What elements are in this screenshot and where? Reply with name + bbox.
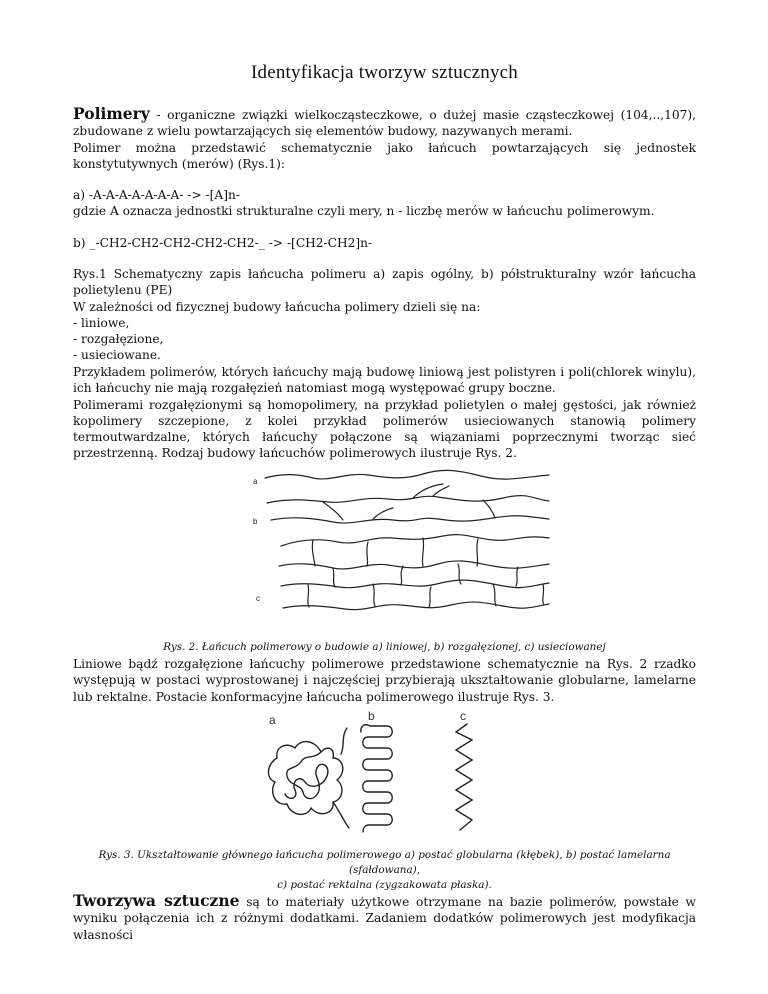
figure-3-caption-line1: Rys. 3. Ukształtowanie głównego łańcucha polimerowego a) postać globularna (kłębek), b) postać lamelarna (sfałdowana),	[98, 849, 671, 876]
list-item: - usieciowane.	[73, 348, 161, 363]
chain-branched-main	[267, 496, 549, 503]
schematic-intro: Polimer można przedstawić schematycznie jako łańcuch powtarzających się jednostek konstytutywnych (merów) (Rys.1):	[73, 140, 696, 171]
conformation-paragraph: Liniowe bądź rozgałęzione łańcuchy polimerowe przedstawione schematycznie na Rys. 2 rzadko występują w postaci wyprostowanej i najczęściej przybierają ukształtowanie globularne, lamelarne lub rektalne. Postacie konformacyjne łańcucha polimerowego ilustruje Rys. 3.	[73, 657, 696, 704]
definition-text: - organiczne związki wielkocząsteczkowe, o dużej masie cząsteczkowej (104,..,107), zbudowane z wielu powtarzających się elementów budowy, nazywanych merami.	[73, 108, 696, 139]
examples-branched: Polimerami rozgałęzionymi są homopolimery, na przykład polietylen o małej gęstości, jak również kopolimery szczepione, z kolei przykład polimerów usieciowanych stanowią polimery termoutwardzalne, których łańcuchy połączone są wiązaniami poprzecznymi tworząc sieć przestrzenną. Rodzaj budowy łańcuchów polimerowych ilustruje Rys. 2.	[73, 397, 696, 461]
fig3-label-c: c	[460, 710, 466, 723]
zigzag-planar	[456, 724, 472, 830]
lamellar-folded	[361, 725, 392, 832]
figure-2-chains	[253, 466, 553, 638]
term-tworzywa-sztuczne: Tworzywa sztuczne	[73, 891, 240, 910]
figure-2-caption: Rys. 2. Łańcuch polimerowy o budowie a) liniowej, b) rozgałęzionej, c) usieciowanej	[163, 641, 606, 653]
fig2-label-a: a	[253, 477, 258, 486]
formula-b-block	[73, 235, 696, 251]
formula-a: a) -A-A-A-A-A-A-A- -> -[A]n-	[73, 188, 240, 202]
term-polimery: Polimery	[73, 104, 150, 123]
globular-coil	[268, 728, 349, 828]
section-tworzywa	[73, 893, 696, 943]
figure-3-caption	[73, 848, 696, 893]
page-title: Identyfikacja tworzyw sztucznych	[250, 62, 518, 83]
conformation-block	[73, 656, 696, 705]
classification-block	[73, 266, 696, 364]
classification-intro: W zależności od fizycznej budowy łańcucha polimery dzieli się na:	[73, 299, 481, 314]
tworzywa-paragraph	[73, 893, 696, 943]
rys1-caption: Rys.1 Schematyczny zapis łańcucha polimeru a) zapis ogólny, b) półstrukturalny wzór łańcucha polietylenu (PE)	[73, 267, 696, 298]
fig3-label-b: b	[368, 710, 375, 723]
list-item: - liniowe,	[73, 315, 130, 330]
formula-b: b) _-CH2-CH2-CH2-CH2-CH2-_ -> -[CH2-CH2]n-	[73, 236, 373, 250]
fig3-label-a: a	[269, 713, 276, 727]
section-polimery	[73, 106, 696, 172]
fig2-label-c: c	[256, 594, 260, 603]
definition-paragraph	[73, 106, 696, 140]
fig2-label-b: b	[253, 517, 258, 526]
chain-linear	[265, 470, 549, 479]
formula-a-note: gdzie A oznacza jednostki strukturalne czyli mery, n - liczbę merów w łańcuchu polimerowym.	[73, 204, 655, 219]
formula-a-block	[73, 187, 696, 220]
examples-linear: Przykładem polimerów, których łańcuchy mają budowę liniową jest polistyren i poli(chlorek winylu), ich łańcuchy nie mają rozgałęzień natomiast mogą występować grupy boczne.	[73, 365, 696, 396]
list-item: - rozgałęzione,	[73, 332, 164, 347]
tworzywa-text: są to materiały użytkowe otrzymane na bazie polimerów, powstałe w wyniku połączenia ich z różnymi dodatkami. Zadaniem dodatków polimerowych jest modyfikacja własności	[73, 895, 696, 942]
examples-block	[73, 364, 696, 462]
figure-3-caption-line2: c) postać rektalna (zygzakowata płaska).	[277, 879, 492, 891]
figure-3-conformations	[257, 710, 537, 838]
